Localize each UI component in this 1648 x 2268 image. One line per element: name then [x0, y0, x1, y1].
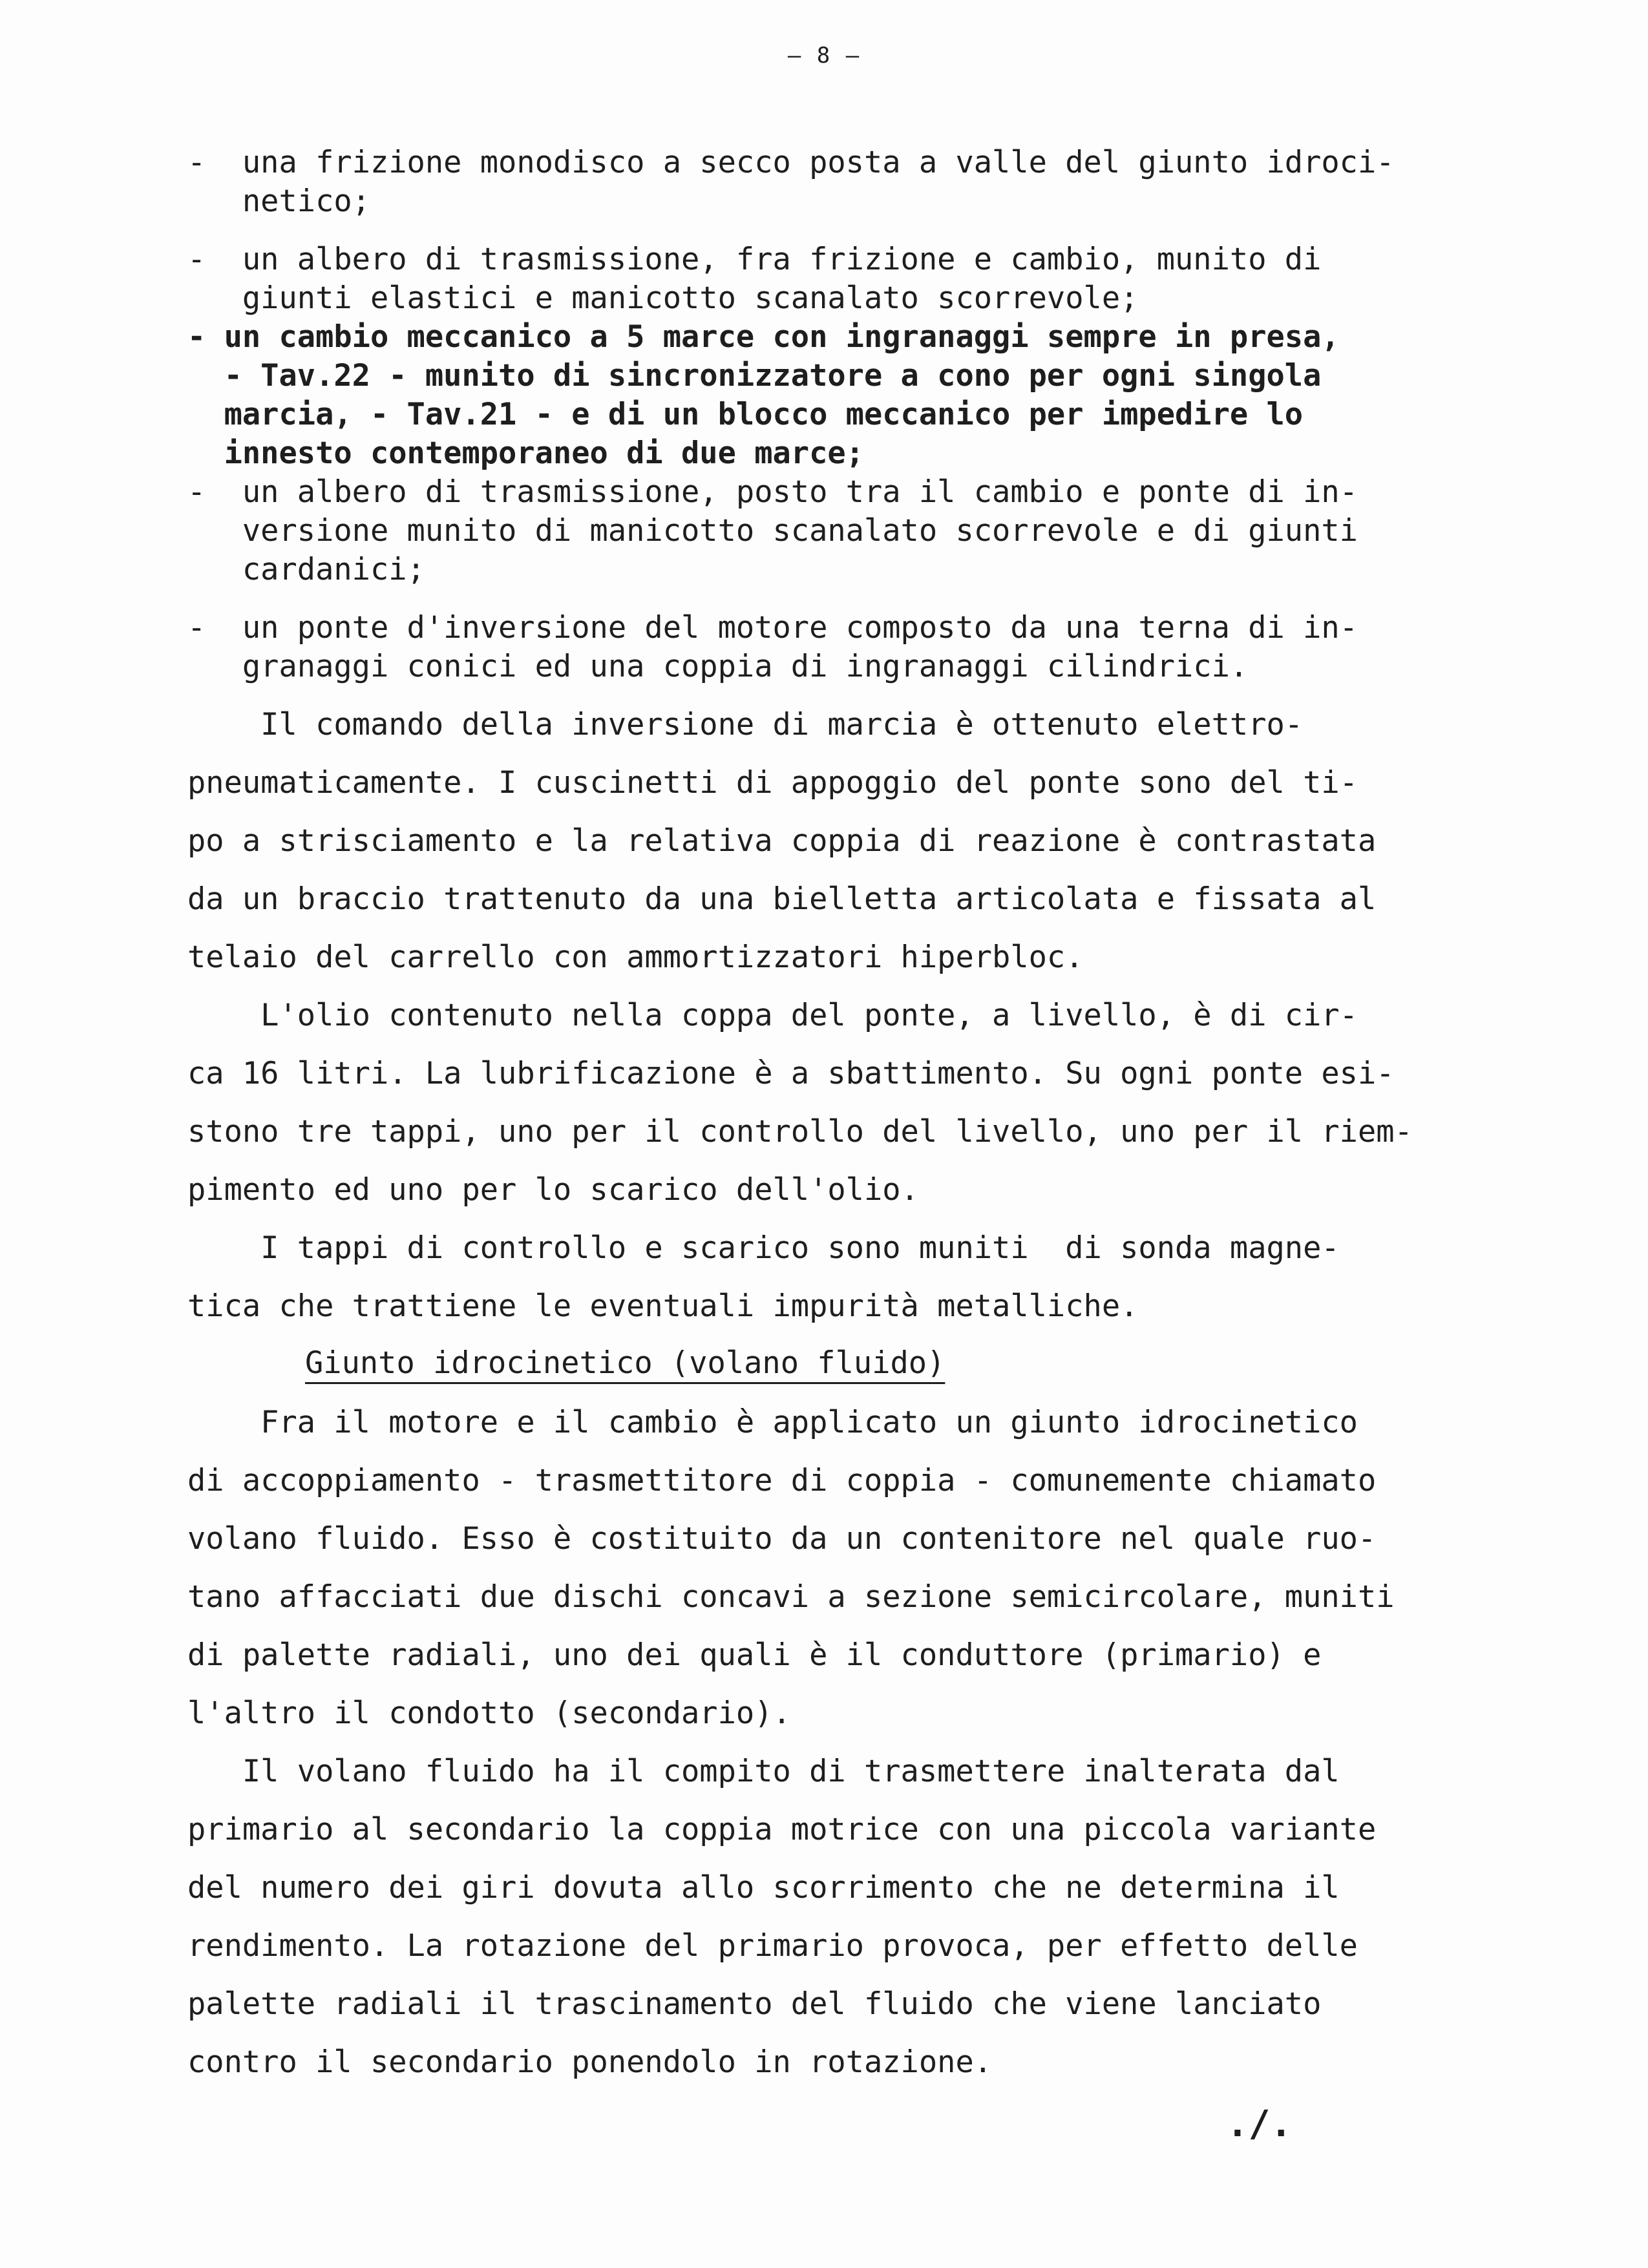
- paragraph-4-line-5: di palette radiali, uno dei quali è il conduttore (primario) e: [187, 1637, 1322, 1673]
- bullet-2-line-1: - un albero di trasmissione, fra frizione e cambio, munito di: [187, 242, 1322, 277]
- paragraph-5-line-2: primario al secondario la coppia motrice con una piccola variante: [187, 1812, 1377, 1847]
- bullet-3-line-3: marcia, - Tav.21 - e di un blocco meccanico per impedire lo: [187, 397, 1304, 432]
- bullet-5-line-2: granaggi conici ed una coppia di ingranaggi cilindrici.: [187, 649, 1249, 684]
- paragraph-4-line-1: Fra il motore e il cambio è applicato un giunto idrocinetico: [187, 1405, 1358, 1440]
- paragraph-4-line-4: tano affacciati due dischi concavi a sezione semicircolare, muniti: [187, 1579, 1395, 1615]
- paragraph-2-line-3: stono tre tappi, uno per il controllo del livello, uno per il riem-: [187, 1114, 1413, 1150]
- paragraph-4-line-6: l'altro il condotto (secondario).: [187, 1696, 791, 1731]
- paragraph-5-line-1: Il volano fluido ha il compito di trasmettere inalterata dal: [187, 1754, 1340, 1789]
- bullet-3-line-2: - Tav.22 - munito di sincronizzatore a cono per ogni singola: [187, 358, 1322, 394]
- paragraph-1-line-3: po a strisciamento e la relativa coppia di reazione è contrastata: [187, 823, 1377, 859]
- paragraph-5-line-4: rendimento. La rotazione del primario provoca, per effetto delle: [187, 1928, 1358, 1964]
- paragraph-2-line-1: L'olio contenuto nella coppa del ponte, a livello, è di cir-: [187, 998, 1358, 1033]
- paragraph-2-line-4: pimento ed uno per lo scarico dell'olio.: [187, 1172, 919, 1208]
- bullet-1-line-1: - una frizione monodisco a secco posta a valle del giunto idroci-: [187, 145, 1395, 180]
- paragraph-3-line-1: I tappi di controllo e scarico sono muniti di sonda magne-: [187, 1230, 1340, 1266]
- paragraph-5-line-3: del numero dei giri dovuta allo scorrimento che ne determina il: [187, 1870, 1340, 1906]
- bullet-1-line-2: netico;: [187, 184, 370, 219]
- page-number: — 8 —: [787, 43, 861, 68]
- paragraph-5-line-6: contro il secondario ponendolo in rotazione.: [187, 2044, 993, 2080]
- section-heading: Giunto idrocinetico (volano fluido): [305, 1345, 945, 1381]
- paragraph-4-line-3: volano fluido. Esso è costituito da un contenitore nel quale ruo-: [187, 1521, 1377, 1557]
- paragraph-2-line-2: ca 16 litri. La lubrificazione è a sbattimento. Su ogni ponte esi-: [187, 1056, 1395, 1091]
- paragraph-4-line-2: di accoppiamento - trasmettitore di coppia - comunemente chiamato: [187, 1463, 1377, 1498]
- bullet-2-line-2: giunti elastici e manicotto scanalato scorrevole;: [187, 280, 1139, 316]
- paragraph-5-line-5: palette radiali il trascinamento del fluido che viene lanciato: [187, 1986, 1322, 2022]
- continuation-mark: ./.: [1227, 2103, 1293, 2145]
- bullet-5-line-1: - un ponte d'inversione del motore composto da una terna di in-: [187, 610, 1358, 646]
- bullet-4-line-1: - un albero di trasmissione, posto tra il cambio e ponte di in-: [187, 474, 1358, 510]
- paragraph-1-line-5: telaio del carrello con ammortizzatori hiperbloc.: [187, 940, 1084, 975]
- bullet-3-line-1: - un cambio meccanico a 5 marce con ingranaggi sempre in presa,: [187, 319, 1340, 355]
- paragraph-3-line-2: tica che trattiene le eventuali impurità metalliche.: [187, 1288, 1139, 1324]
- bullet-4-line-2: versione munito di manicotto scanalato scorrevole e di giunti: [187, 513, 1358, 549]
- paragraph-1-line-1: Il comando della inversione di marcia è ottenuto elettro-: [187, 707, 1304, 742]
- paragraph-1-line-2: pneumaticamente. I cuscinetti di appoggio del ponte sono del ti-: [187, 765, 1358, 801]
- bullet-4-line-3: cardanici;: [187, 552, 425, 587]
- bullet-3-line-4: innesto contemporaneo di due marce;: [187, 436, 864, 471]
- paragraph-1-line-4: da un braccio trattenuto da una bielletta articolata e fissata al: [187, 881, 1377, 917]
